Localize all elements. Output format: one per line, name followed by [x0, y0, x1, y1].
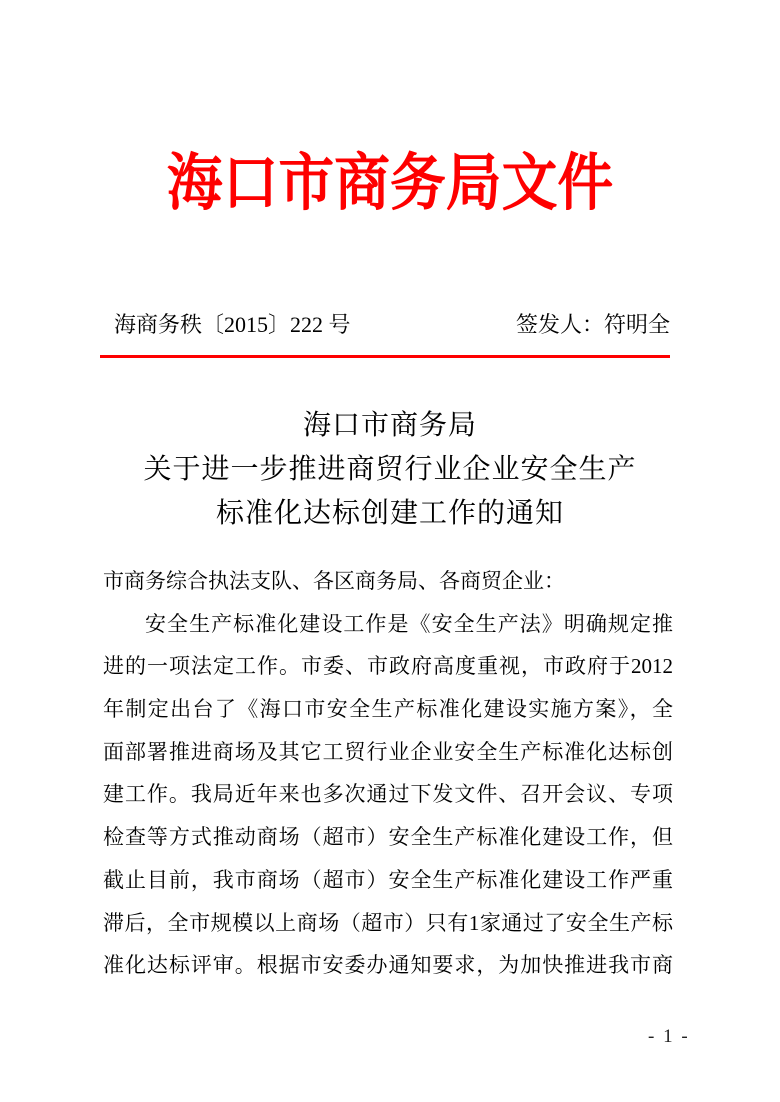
title-line-subject-1: 关于进一步推进商贸行业企业安全生产 — [143, 454, 637, 485]
body-line: 年制定出台了《海口市安全生产标准化建设实施方案》，全 — [103, 697, 673, 722]
body-line: 检查等方式推动商场（超市）安全生产标准化建设工作，但 — [103, 825, 673, 850]
recipients-line: 市商务综合执法支队、各区商务局、各商贸企业： — [103, 569, 565, 593]
document-letterhead-title: 海口市商务局文件 — [166, 150, 614, 218]
body-line: 进的一项法定工作。市委、市政府高度重视，市政府于2012 — [103, 654, 673, 679]
body-line: 滞后，全市规模以上商场（超市）只有1家通过了安全生产标 — [103, 910, 673, 935]
doc-number: 海商务秩〔2015〕222 号 — [114, 312, 351, 337]
document-title — [0, 404, 780, 536]
page-number: - 1 - — [648, 1026, 690, 1047]
doc-meta-row — [100, 310, 670, 340]
body-line: 准化达标评审。根据市安委办通知要求，为加快推进我市商 — [103, 953, 673, 978]
red-divider-line — [100, 355, 670, 358]
body-line: 建工作。我局近年来也多次通过下发文件、召开会议、专项 — [103, 782, 673, 807]
title-line-subject-2: 标准化达标创建工作的通知 — [215, 498, 564, 529]
body-line: 面部署推进商场及其它工贸行业企业安全生产标准化达标创 — [103, 739, 673, 764]
body-line: 安全生产标准化建设工作是《安全生产法》明确规定推 — [145, 611, 673, 636]
body-line: 截止目前，我市商场（超市）安全生产标准化建设工作严重 — [103, 867, 673, 892]
signer-label: 签发人：符明全 — [515, 312, 670, 337]
title-line-org: 海口市商务局 — [302, 410, 477, 441]
document-body — [103, 560, 673, 987]
